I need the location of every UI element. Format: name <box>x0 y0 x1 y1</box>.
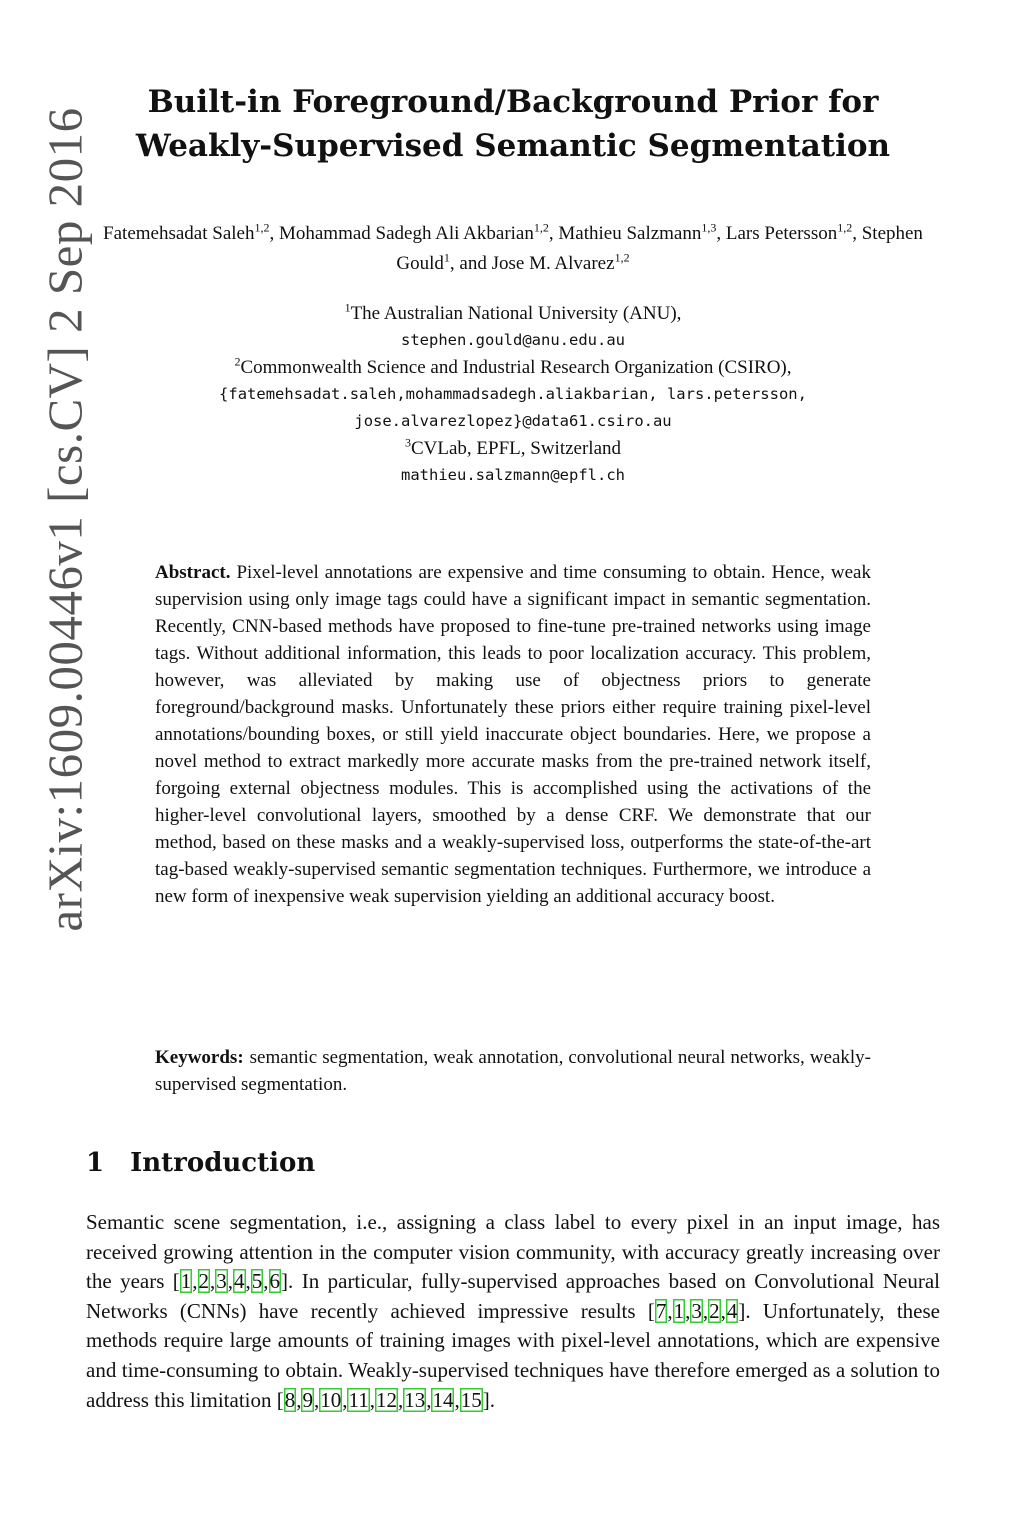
author-list: Fatemehsadat Saleh$^{1,2}$, Mohammad Sadegh Ali Akbarian$^{1,2}$, Mathieu Salzmann$^{1,3}$, Lars Petersson$^{1,2}$, Stephen Gould$^1$, and Jose M. Alvarez$^{1,2}$ <box>103 220 923 274</box>
author-name: Mohammad Sadegh Ali Akbarian <box>278 223 534 244</box>
citation-link[interactable]: 10 <box>320 1387 342 1412</box>
citation-link[interactable]: 13 <box>404 1387 426 1412</box>
affil-name: The Australian National University (ANU), <box>350 303 682 324</box>
citation-link[interactable]: 7 <box>655 1298 667 1323</box>
affiliation-2 <box>100 354 926 381</box>
citation-group: 1,2,3,4,5,6 <box>180 1269 281 1294</box>
affiliation-3 <box>100 435 926 462</box>
citation-link[interactable]: 5 <box>251 1269 263 1294</box>
citation-link[interactable]: 3 <box>691 1298 702 1323</box>
author-name: Lars Petersson <box>725 223 838 244</box>
affil-email[interactable]: mathieu.salzmann@epfl.ch <box>401 466 625 484</box>
citation-link[interactable]: 6 <box>269 1269 281 1294</box>
keywords-text: semantic segmentation, weak annotation, convolutional neural networks, weakly-supervised segmentation. <box>155 1047 871 1095</box>
title-line-1: Built-in Foreground/Background Prior for <box>147 84 879 120</box>
affil-email[interactable]: {fatemehsadat.saleh,mohammadsadegh.aliakbarian, lars.petersson, <box>219 385 807 403</box>
intro-paragraph: Semantic scene segmentation, i.e., assigning a class label to every pixel in an input image, has received growing attention in the computer vision community, with accuracy greatly increasing over the years [1,2,3,4,5,6]. In particular, fully-supervised approaches based on Convolutional Neural Networks (CNNs) have recently achieved impressive results [7,1,3,2,4]. Unfortunately, these methods require large amounts of training images with pixel-level annotations, which are expensive and time-consuming to obtain. Weakly-supervised techniques have therefore emerged as a solution to address this limitation [8,9,10,11,12,13,14,15]. <box>86 1210 940 1412</box>
affil-email[interactable]: jose.alvarezlopez}@data61.csiro.au <box>354 412 672 430</box>
author-affil-sup: 1,2 <box>533 220 549 235</box>
author-affil-sup: 1 <box>443 250 450 265</box>
arxiv-stamp-text: arXiv:1609.00446v1 [cs.CV] 2 Sep 2016 <box>37 106 93 932</box>
section-heading <box>86 1148 315 1178</box>
author-name: Mathieu Salzmann <box>558 223 702 244</box>
keywords <box>155 1044 871 1098</box>
citation-link[interactable]: 14 <box>432 1387 454 1412</box>
affil-email[interactable]: stephen.gould@anu.edu.au <box>401 331 625 349</box>
intro-text: . <box>489 1387 495 1412</box>
abstract <box>155 559 871 910</box>
abstract-text: Pixel-level annotations are expensive and time consuming to obtain. Hence, weak supervision using only image tags could have a significant impact in semantic segmentation. Recently, CNN-based methods have proposed to fine-tune pre-trained networks using image tags. Without additional information, this leads to poor localization accuracy. This problem, however, was alleviated by making use of objectness priors to generate foreground/background masks. Unfortunately these priors either require training pixel-level annotations/bounding boxes, or still yield inaccurate object boundaries. Here, we propose a novel method to extract markedly more accurate masks from the pre-trained network itself, forgoing external objectness modules. This is accomplished using the activations of the higher-level convolutional layers, smoothed by a dense CRF. We demonstrate that our method, based on these masks and a weakly-supervised loss, outperforms the state-of-the-art tag-based weakly-supervised semantic segmentation techniques. Furthermore, we introduce a new form of inexpensive weak supervision yielding an additional accuracy boost. <box>155 562 871 907</box>
citation-link[interactable]: 9 <box>302 1387 313 1412</box>
intro-text: . Unfortunately, these methods require large amounts of training images with pixel-level annotations, which are expensive and time-consuming to obtain. Weakly-supervised techniques have therefore emerged as a solution to address this limitation <box>86 1298 940 1412</box>
author-affil-sup: 1,3 <box>701 220 717 235</box>
affiliation-1 <box>100 300 926 327</box>
affil-name: CVLab, EPFL, Switzerland <box>410 438 622 459</box>
affil-sup: 2 <box>234 354 241 369</box>
author-name: Jose M. Alvarez <box>491 253 615 274</box>
citation-link[interactable]: 2 <box>198 1269 210 1294</box>
citation-group: 8,9,10,11,12,13,14,15 <box>284 1387 482 1412</box>
citation-group: 7,1,3,2,4 <box>655 1298 738 1323</box>
section-title: Introduction <box>130 1148 316 1178</box>
author-affil-sup: 1,2 <box>837 220 853 235</box>
citation-link[interactable]: 1 <box>180 1269 192 1294</box>
section-number: 1 <box>86 1148 105 1178</box>
intro-text: Semantic scene segmentation, i.e., assigning a class label to every pixel in an input image, has received growing attention in the computer vision community, with accuracy greatly increasing over the years <box>86 1210 940 1294</box>
citation-link[interactable]: 4 <box>726 1298 738 1323</box>
affiliations <box>100 300 926 489</box>
paper-title <box>100 80 926 168</box>
keywords-label: Keywords: <box>155 1047 244 1068</box>
citation-link[interactable]: 2 <box>709 1298 720 1323</box>
citation-link[interactable]: 3 <box>216 1269 227 1294</box>
citation-link[interactable]: 4 <box>234 1269 245 1294</box>
citation-link[interactable]: 8 <box>284 1387 296 1412</box>
title-line-2: Weakly-Supervised Semantic Segmentation <box>135 128 891 164</box>
abstract-label: Abstract. <box>155 562 231 583</box>
author-name: Stephen Gould <box>396 223 923 274</box>
citation-link[interactable]: 1 <box>673 1298 685 1323</box>
arxiv-stamp <box>30 95 100 943</box>
author-affil-sup: 1,2 <box>614 250 630 265</box>
author-affil-sup: 1,2 <box>254 220 270 235</box>
affil-sup: 3 <box>404 435 411 450</box>
affil-name: Commonwealth Science and Industrial Research Organization (CSIRO), <box>240 357 792 378</box>
affil-sup: 1 <box>344 300 351 315</box>
citation-link[interactable]: 11 <box>348 1387 369 1412</box>
intro-text: . In particular, fully-supervised approaches based on Convolutional Neural Networks (CNNs) have recently achieved impressive results <box>86 1269 940 1323</box>
citation-link[interactable]: 15 <box>460 1387 482 1412</box>
author-name: Fatemehsadat Saleh <box>103 223 255 244</box>
citation-link[interactable]: 12 <box>375 1387 397 1412</box>
